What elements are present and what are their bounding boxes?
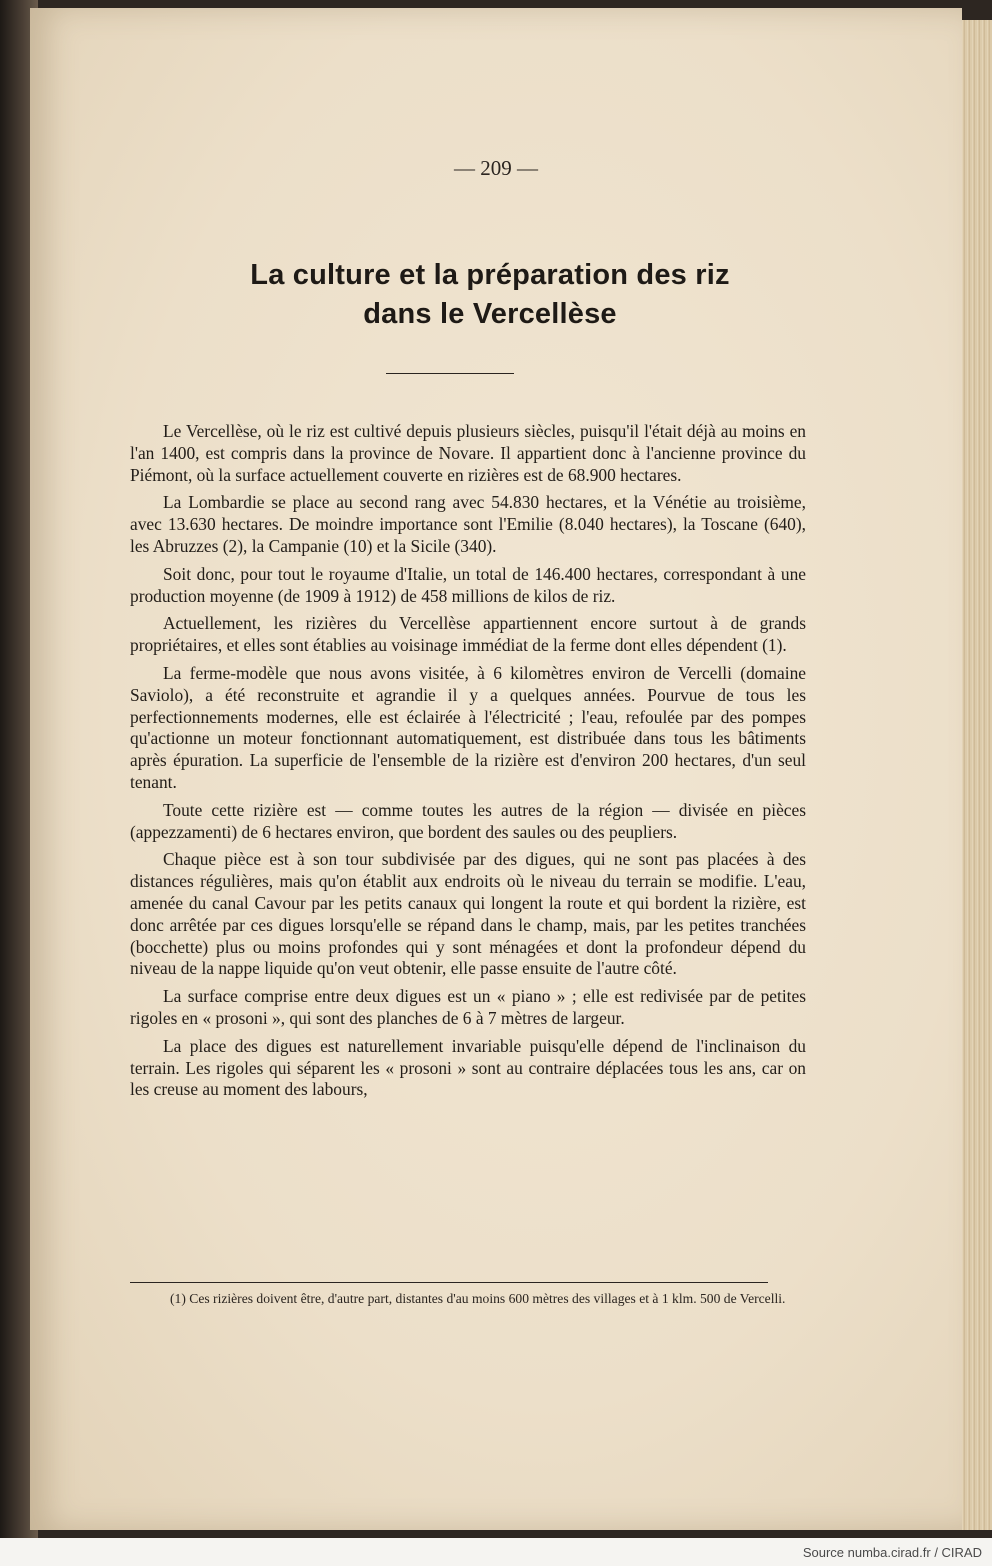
paragraph: La Lombardie se place au second rang avec 54.830 hectares, et la Vénétie au troisième, avec 13.630 hectares. De moindre importance sont l'Emilie (8.040 hectares), la Toscane (640), les Abruzzes (2), la Campanie (10) et la Sicile (340). [130, 492, 806, 556]
book-page [30, 8, 962, 1530]
title-line-1: La culture et la préparation des riz [250, 259, 730, 291]
paragraph: Toute cette rizière est — comme toutes les autres de la région — divisée en pièces (appezzamenti) de 6 hectares environ, que bordent des saules ou des peupliers. [130, 799, 806, 842]
title-line-2: dans le Vercellèse [363, 298, 617, 330]
footnote: (1) Ces rizières doivent être, d'autre part, distantes d'au moins 600 mètres des villages et à 1 klm. 500 de Vercelli. [170, 1291, 786, 1306]
article-body [130, 421, 806, 1107]
title-divider [386, 373, 514, 374]
paragraph: Actuellement, les rizières du Vercellèse appartiennent encore surtout à de grands propriétaires, et elles sont établies au voisinage immédiat de la ferme dont elles dépendent (1). [130, 613, 806, 656]
paragraph: La surface comprise entre deux digues est un « piano » ; elle est redivisée par de petites rigoles en « prosoni », qui sont des planches de 6 à 7 mètres de largeur. [130, 986, 806, 1028]
article-title [130, 256, 850, 334]
page-number: — 209 — [454, 156, 538, 180]
paragraph: Le Vercellèse, où le riz est cultivé depuis plusieurs siècles, puisqu'il l'était déjà au moins en l'an 1400, est compris dans la province de Novare. Il appartient donc à l'ancienne province du Piémont, où la surface actuellement couverte en rizières est de 68.900 hectares. [130, 421, 806, 485]
footnote-divider [130, 1282, 768, 1283]
paragraph: Soit donc, pour tout le royaume d'Italie, un total de 146.400 hectares, correspondant à une production moyenne (de 1909 à 1912) de 458 millions de kilos de riz. [130, 563, 806, 606]
paragraph: La ferme-modèle que nous avons visitée, à 6 kilomètres environ de Vercelli (domaine Saviolo), a été reconstruite et agrandie il y a quelques années. Pourvue de tous les perfectionnements modernes, elle est éclairée à l'électricité ; l'eau, refoulée par des pompes qu'actionne un moteur fonctionnant automatiquement, est distribuée dans tous les bâtiments après épuration. La superficie de l'ensemble de la rizière est d'environ 200 hectares, d'un seul tenant. [130, 662, 806, 792]
source-credit: Source numba.cirad.fr / CIRAD [802, 1545, 982, 1560]
paragraph: Chaque pièce est à son tour subdivisée par des digues, qui ne sont pas placées à des distances régulières, mais qu'on établit aux endroits où le niveau du terrain se modifie. L'eau, amenée du canal Cavour par les petits canaux qui longent la route et qui bordent la rizière, est donc arrêtée par ces digues lorsqu'elle se répand dans le champ, mais, par les petites tranchées (bocchette) plus ou moins profondes qui y sont ménagées et dont la profondeur dépend du niveau de la nappe liquide qu'on veut obtenir, elle passe ensuite de l'autre côté. [130, 849, 806, 979]
paragraph: La place des digues est naturellement invariable puisqu'elle dépend de l'inclinaison du terrain. Les rigoles qui séparent les « prosoni » sont au contraire déplacées tous les ans, car on les creuse au moment des labours, [130, 1035, 806, 1100]
